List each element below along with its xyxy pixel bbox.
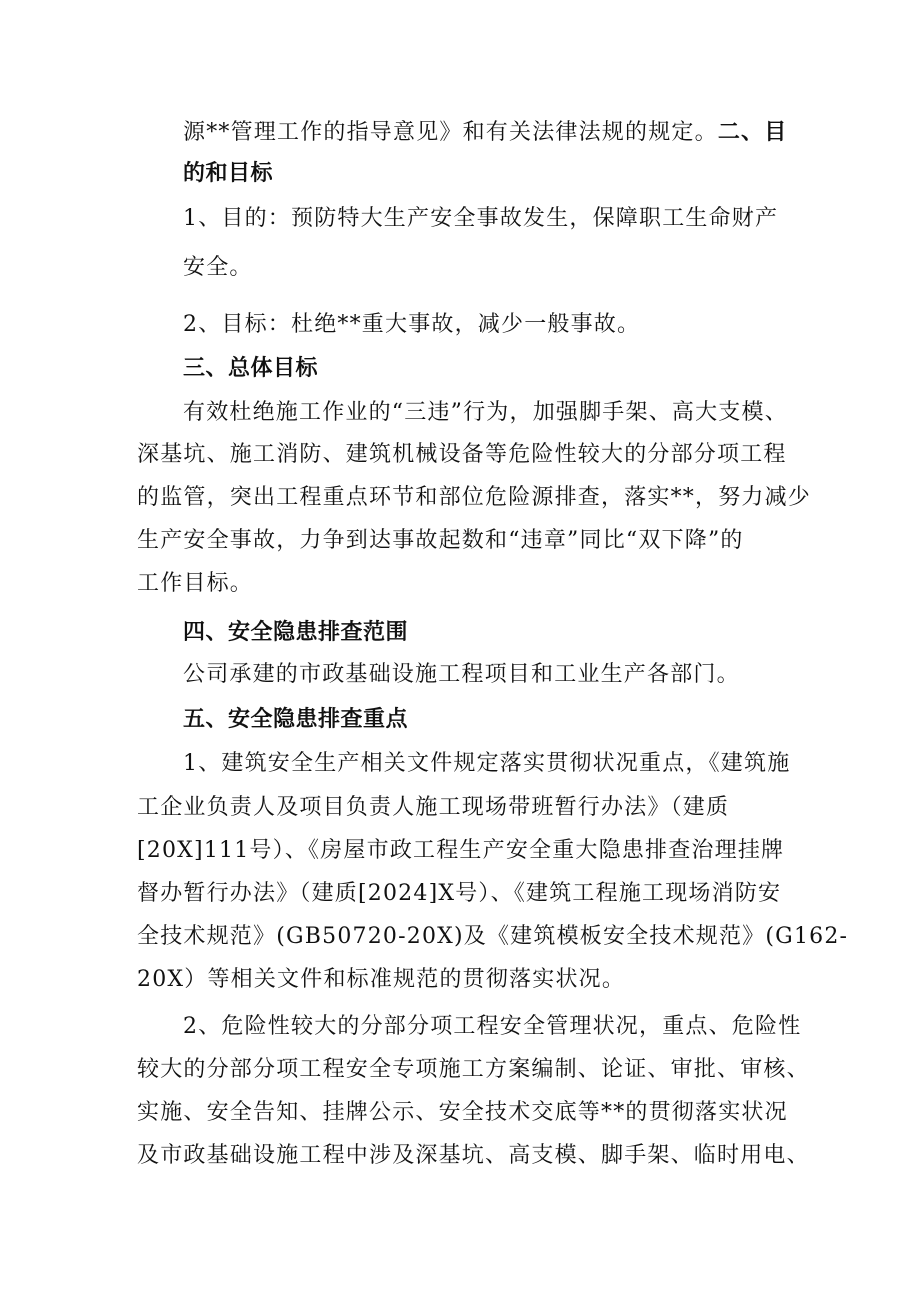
point2-line-4: 及市政基础设施工程中涉及深基坑、高支模、脚手架、临时用电、 <box>137 1143 810 1168</box>
intro-text: 源**管理工作的指导意见》和有关法律法规的规定。 <box>183 120 718 145</box>
section3-line-3: 的监管，突出工程重点环节和部位危险源排查，落实**，努力减少 <box>137 485 812 510</box>
point1-line-1: 1、建筑安全生产相关文件规定落实贯彻状况重点，《建筑施 <box>183 751 791 776</box>
point2-line-1: 2、危险性较大的分部分项工程安全管理状况，重点、危险性 <box>183 1014 802 1039</box>
section3-line-4: 生产安全事故，力争到达事故起数和“违章”同比“双下降”的 <box>137 528 744 553</box>
goal2-text: 2、目标：杜绝**重大事故，减少一般事故。 <box>183 312 641 337</box>
section2-title-start: 二、目 <box>717 120 788 145</box>
point1-line-4: 督办暂行办法》（建质[2024]X号）、《建筑工程施工现场消防安 <box>137 881 782 906</box>
goal1-line-2: 安全。 <box>183 255 253 280</box>
section5-title: 五、安全隐患排查重点 <box>183 707 409 732</box>
point2-line-2: 较大的分部分项工程安全专项施工方案编制、论证、审批、审核、 <box>137 1057 810 1082</box>
point1-line-3: [20X]111号）、《房屋市政工程生产安全重大隐患排查治理挂牌 <box>137 838 785 863</box>
section3-title: 三、总体目标 <box>183 356 319 381</box>
point1-line-5: 全技术规范》(GB50720-20X)及《建筑模板安全技术规范》(G162- <box>137 924 849 949</box>
point2-line-3: 实施、安全告知、挂牌公示、安全技术交底等**的贯彻落实状况 <box>137 1100 788 1125</box>
goal1-line-1: 1、目的：预防特大生产安全事故发生，保障职工生命财产 <box>183 206 779 231</box>
section4-text: 公司承建的市政基础设施工程项目和工业生产各部门。 <box>183 662 740 687</box>
intro-line <box>183 118 787 148</box>
section4-title: 四、安全隐患排查范围 <box>183 620 409 645</box>
point1-line-6: 20X）等相关文件和标准规范的贯彻落实状况。 <box>137 967 626 992</box>
section2-title-end: 的和目标 <box>183 161 274 186</box>
section3-line-5: 工作目标。 <box>137 571 254 596</box>
section3-line-2: 深基坑、施工消防、建筑机械设备等危险性较大的分部分项工程 <box>137 442 787 467</box>
point1-line-2: 工企业负责人及项目负责人施工现场带班暂行办法》（建质 <box>137 795 730 820</box>
section3-line-1: 有效杜绝施工作业的“三违”行为，加强脚手架、高大支模、 <box>183 400 788 425</box>
